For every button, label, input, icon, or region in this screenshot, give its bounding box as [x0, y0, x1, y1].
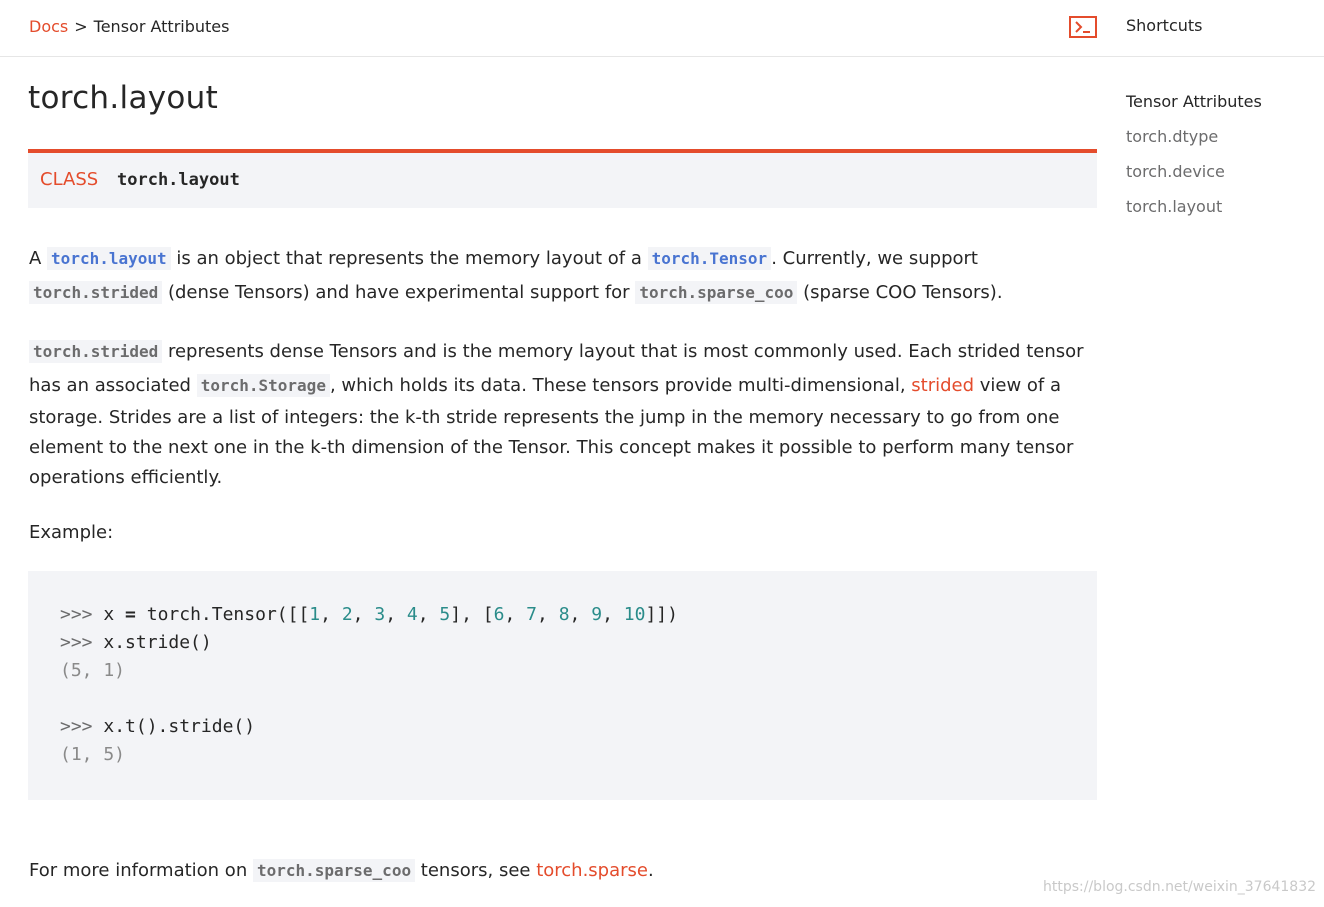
torch-tensor-ref[interactable]: torch.Tensor	[648, 247, 772, 270]
number: 3	[374, 604, 386, 625]
inline-code-sparse-coo: torch.sparse_coo	[253, 859, 415, 882]
code: ,	[602, 604, 613, 625]
toc-heading[interactable]: Tensor Attributes	[1126, 92, 1262, 111]
breadcrumb-separator: >	[74, 17, 88, 36]
text: element to the next one in the k-th dimension of the Tensor. This concept makes it possible to perform many tensor	[29, 437, 1074, 458]
intro-paragraph	[29, 242, 1094, 310]
text: For more information on	[29, 860, 253, 881]
code-example	[28, 571, 1097, 800]
code: ,	[320, 604, 331, 625]
inline-code-sparse-coo: torch.sparse_coo	[635, 281, 797, 304]
example-label: Example:	[29, 522, 114, 543]
inline-code-strided: torch.strided	[29, 281, 162, 304]
class-name: torch.layout	[117, 170, 240, 190]
number: 9	[591, 604, 603, 625]
prompt: >>>	[60, 716, 93, 737]
class-signature	[28, 149, 1097, 208]
code: x	[103, 604, 115, 625]
text: (dense Tensors) and have experimental support for	[162, 282, 636, 303]
inline-code-strided: torch.strided	[29, 340, 162, 363]
table-of-contents	[1126, 90, 1316, 230]
text: view of a	[974, 375, 1062, 396]
code: ,	[537, 604, 548, 625]
number: 4	[406, 604, 418, 625]
code: ]])	[645, 604, 678, 625]
number: 6	[493, 604, 505, 625]
number: 2	[341, 604, 353, 625]
strided-paragraph	[29, 335, 1094, 493]
code-listing	[60, 601, 678, 769]
strided-link[interactable]: strided	[911, 375, 975, 396]
text: is an object that represents the memory layout of a	[170, 248, 648, 269]
code: ,	[569, 604, 581, 625]
number: 1	[309, 604, 321, 625]
text: . Currently, we support	[771, 248, 978, 269]
code: x.stride()	[103, 632, 212, 653]
output: (5, 1)	[60, 660, 126, 681]
text: operations efficiently.	[29, 467, 223, 488]
text: , which holds its data. These tensors provide multi-dimensional,	[329, 375, 912, 396]
text: represents dense Tensors and is the memory layout that is most commonly used. Each strided tensor	[162, 341, 1084, 362]
breadcrumb-current: Tensor Attributes	[93, 17, 230, 36]
more-info-paragraph	[29, 856, 1094, 886]
toc-item-layout[interactable]: torch.layout	[1126, 197, 1223, 216]
text: (sparse COO Tensors).	[797, 282, 1003, 303]
code: x.t().stride()	[103, 716, 256, 737]
page-title: torch.layout	[28, 80, 219, 116]
toc-item-dtype[interactable]: torch.dtype	[1126, 127, 1219, 146]
top-bar	[0, 0, 1324, 57]
number: 7	[526, 604, 537, 625]
code: ,	[417, 604, 429, 625]
text: A	[29, 248, 48, 269]
output: (1, 5)	[60, 744, 126, 765]
number: 5	[439, 604, 451, 625]
number: 10	[623, 604, 646, 625]
terminal-icon[interactable]	[1069, 16, 1097, 38]
code: ], [	[450, 604, 494, 625]
text: has an associated	[29, 375, 197, 396]
code: ,	[352, 604, 364, 625]
class-keyword: CLASS	[40, 169, 99, 190]
number: 8	[558, 604, 570, 625]
code: =	[125, 604, 136, 625]
breadcrumb	[29, 17, 229, 36]
text: tensors, see	[415, 860, 537, 881]
torch-layout-ref[interactable]: torch.layout	[47, 247, 171, 270]
prompt: >>>	[60, 604, 93, 625]
inline-code-storage: torch.Storage	[197, 374, 330, 397]
watermark: https://blog.csdn.net/weixin_37641832	[1043, 879, 1317, 895]
shortcuts-link[interactable]: Shortcuts	[1126, 16, 1203, 35]
torch-sparse-link[interactable]: torch.sparse	[536, 860, 648, 881]
code: ,	[504, 604, 516, 625]
code: torch.Tensor([[	[146, 604, 310, 625]
prompt: >>>	[60, 632, 93, 653]
text: .	[648, 860, 654, 881]
code: ,	[385, 604, 397, 625]
text: storage. Strides are a list of integers: the k-th stride represents the jump in the memory necessary to go from one	[29, 407, 1060, 428]
toc-item-device[interactable]: torch.device	[1126, 162, 1225, 181]
breadcrumb-docs-link[interactable]: Docs	[29, 17, 69, 36]
